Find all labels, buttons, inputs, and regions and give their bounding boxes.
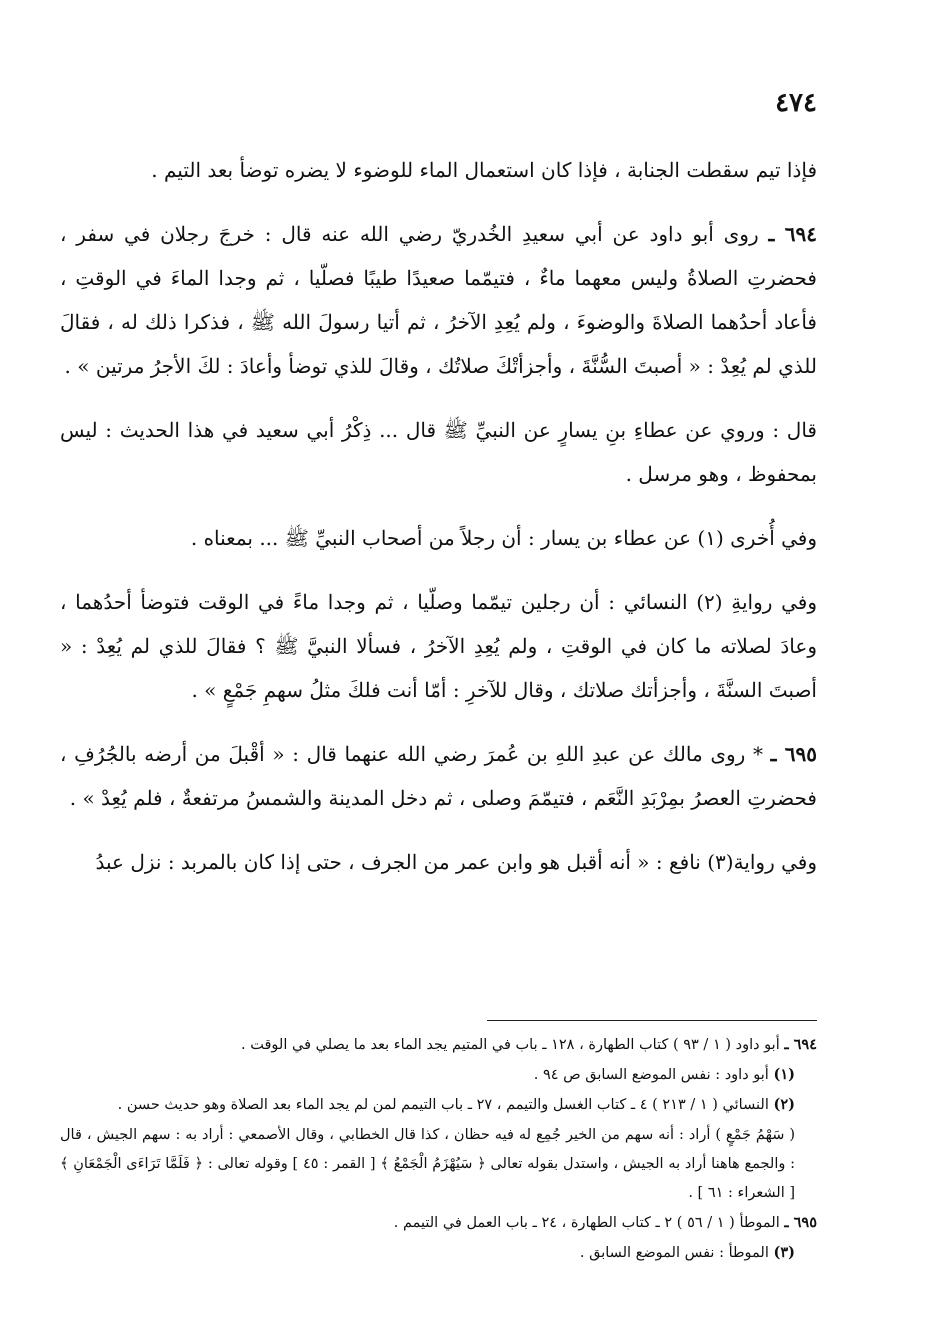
hadith-number: ٦٩٥ ـ bbox=[770, 742, 818, 766]
paragraph-text: وفي أُخرى (١) عن عطاء بن يسار : أن رجلاً من أصحاب النبيِّ ﷺ ... بمعناه . bbox=[190, 526, 817, 550]
footnote-text: النسائي ( ١ / ٢١٣ ) ٤ ـ كتاب الغسل والتيمم ، ٢٧ ـ باب التيمم لمن لم يجد الماء بعد الصلاة وهو حديث حسن . bbox=[117, 1097, 769, 1113]
footnote-number: (٢) bbox=[773, 1096, 795, 1113]
footnote-text: الموطأ : نفس الموضع السابق . bbox=[579, 1245, 769, 1261]
footnote-number: ٦٩٥ ـ bbox=[784, 1214, 817, 1231]
footnote bbox=[60, 1030, 817, 1060]
main-text bbox=[60, 148, 817, 904]
page-number: ٤٧٤ bbox=[775, 88, 817, 118]
document-page bbox=[60, 0, 817, 1339]
paragraph bbox=[60, 580, 817, 712]
paragraph bbox=[60, 408, 817, 496]
footnote-text: الموطأ ( ١ / ٥٦ ) ٢ ـ كتاب الطهارة ، ٢٤ ـ باب العمل في التيمم . bbox=[393, 1215, 780, 1231]
footnote bbox=[60, 1208, 817, 1238]
footnote-number: (١) bbox=[773, 1066, 795, 1083]
paragraph-text: وفي رواية(٣) نافع : « أنه أقبل هو وابن عمر من الجرف ، حتى إذا كان بالمربد : نزل عبدُ bbox=[95, 850, 817, 874]
hadith-number: ٦٩٤ ـ bbox=[768, 222, 817, 246]
footnote-text: أبو داود ( ١ / ٩٣ ) كتاب الطهارة ، ١٢٨ ـ باب في المتيم يجد الماء بعد ما يصلي في الوقت . bbox=[241, 1037, 780, 1053]
footnote-text: أبو داود : نفس الموضع السابق ص ٩٤ . bbox=[533, 1067, 769, 1083]
footnote-text: ( سَهْمُ جَمْعٍ ) أراد : أنه سهم من الخير جُمِع له فيه حظان ، كذا قال الخطابي ، وقال الأصمعي : أراد به : سهم الجيش ، قال : والجمع هاهنا أراد به الجيش ، واستدل بقوله تعالى ﴿ سَيُهْزَمُ الْجَمْعُ ﴾ [ القمر : ٤٥ ] وقوله تعالى : ﴿ فَلَمَّا تَرَاءَى الْجَمْعَانِ ﴾ [ الشعراء : ٦١ ] . bbox=[60, 1127, 795, 1201]
footnotes bbox=[60, 1030, 817, 1268]
paragraph bbox=[60, 732, 817, 820]
paragraph bbox=[60, 212, 817, 388]
paragraph-text: قال : وروي عن عطاءِ بنِ يسارٍ عن النبيِّ ﷺ قال ... ذِكْرُ أبي سعيد في هذا الحديث : ليس بمحفوظ ، وهو مرسل . bbox=[60, 418, 817, 486]
footnote bbox=[60, 1060, 817, 1090]
paragraph-text: روى أبو داود عن أبي سعيدِ الخُدريّ رضي الله عنه قال : خرجَ رجلان في سفر ، فحضرتِ الصلاةُ وليس معهما ماءٌ ، فتيمّما صعيدًا طيبًا فصلّيا ، ثم وجدا الماءَ في الوقتِ ، فأعاد أحدُهما الصلاةَ والوضوءَ ، ولم يُعِدِ الآخرُ ، ثم أتيا رسولَ الله ﷺ ، فذكرا ذلك له ، فقالَ للذي لم يُعِدْ : « أصبتَ السُّنَّةَ ، وأجزأتْكَ صلاتُك ، وقالَ للذي توضأ وأعادَ : لكَ الأجرُ مرتين » . bbox=[60, 222, 817, 378]
paragraph bbox=[60, 516, 817, 560]
footnote-number: ٦٩٤ ـ bbox=[784, 1036, 817, 1053]
paragraph-text: فإذا تيم سقطت الجنابة ، فإذا كان استعمال الماء للوضوء لا يضره توضأ بعد التيم . bbox=[151, 158, 817, 182]
footnote-divider bbox=[487, 1020, 817, 1021]
paragraph-text: وفي روايةِ (٢) النسائي : أن رجلين تيمّما وصلّيا ، ثم وجدا ماءً في الوقت فتوضأ أحدُهما ، وعادَ لصلاته ما كان في الوقتِ ، ولم يُعِدِ الآخرُ ، فسألا النبيَّ ﷺ ؟ فقالَ للذي لم يُعِدْ : « أصبتَ السنَّةَ ، وأجزأتك صلاتك ، وقال للآخرِ : أمّا أنت فلكَ مثلُ سهمِ جَمْعٍ » . bbox=[60, 590, 817, 702]
footnote bbox=[60, 1238, 817, 1268]
paragraph bbox=[60, 840, 817, 884]
paragraph bbox=[60, 148, 817, 192]
paragraph-text: * روى مالك عن عبدِ اللهِ بن عُمرَ رضي الله عنهما قال : « أقْبلَ من أرضه بالجُرُفِ ، فحضرتِ العصرُ بمِرْبَدِ النَّعَم ، فتيمّمَ وصلى ، ثم دخل المدينة والشمسُ مرتفعةٌ ، فلم يُعِدْ » . bbox=[60, 742, 817, 810]
footnote bbox=[60, 1090, 817, 1120]
footnote bbox=[60, 1120, 817, 1208]
footnote-number: (٣) bbox=[773, 1244, 795, 1261]
